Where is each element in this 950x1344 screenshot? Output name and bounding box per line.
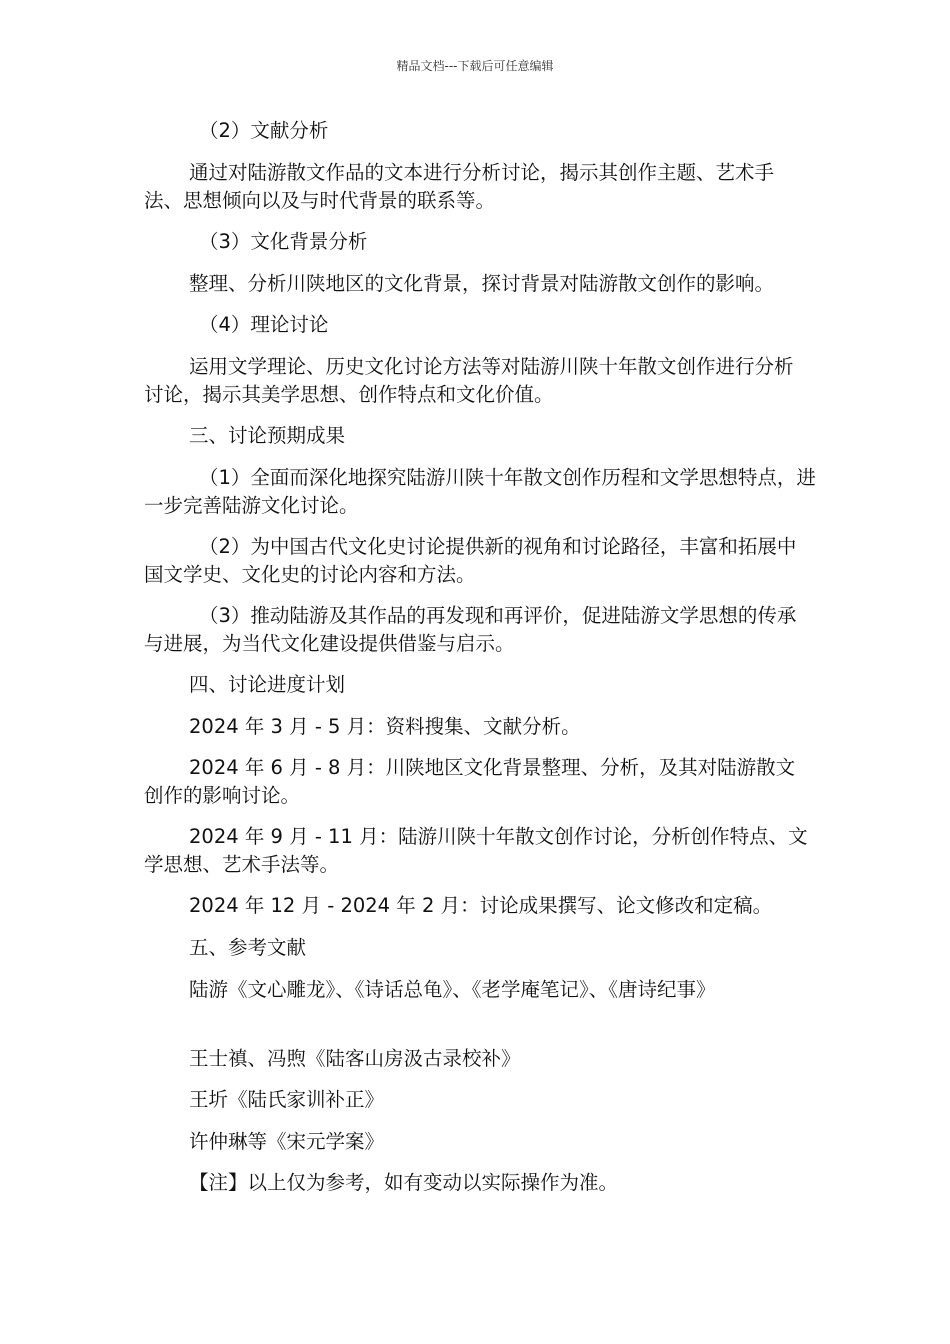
paragraph-literature-analysis: 通过对陆游散文作品的文本进行分析讨论，揭示其创作主题、艺术手法、思想倾向以及与时代背景的联系等。	[144, 161, 775, 212]
reference-item-4: 许仲琳等《宋元学案》	[189, 1130, 385, 1153]
note-paragraph: 【注】以上仅为参考，如有变动以实际操作为准。	[189, 1171, 619, 1194]
schedule-item-4: 2024 年 12 月 - 2024 年 2 月：讨论成果撰写、论文修改和定稿。	[189, 894, 773, 917]
paragraph-theory: 运用文学理论、历史文化讨论方法等对陆游川陕十年散文创作进行分析讨论，揭示其美学思想、创作特点和文化价值。	[144, 355, 794, 406]
page-header: 精品文档---下载后可任意编辑	[396, 59, 554, 73]
section-heading-schedule: 四、讨论进度计划	[189, 673, 346, 696]
schedule-item-2: 2024 年 6 月 - 8 月：川陕地区文化背景整理、分析，及其对陆游散文创作的影响讨论。	[144, 756, 796, 807]
section-heading-references: 五、参考文献	[189, 936, 307, 959]
reference-item-2: 王士禛、冯煦《陆客山房汲古录校补》	[189, 1047, 521, 1070]
section-heading-expected-results: 三、讨论预期成果	[189, 424, 346, 447]
paragraph-result-3: （3）推动陆游及其作品的再发现和再评价，促进陆游文学思想的传承与进展，为当代文化建设提供借鉴与启示。	[144, 604, 797, 655]
reference-item-1: 陆游《文心雕龙》、《诗话总龟》、《老学庵笔记》、《唐诗纪事》	[189, 978, 716, 1001]
reference-item-3: 王圻《陆氏家训补正》	[189, 1088, 385, 1111]
schedule-item-3: 2024 年 9 月 - 11 月：陆游川陕十年散文创作讨论，分析创作特点、文学思想、艺术手法等。	[144, 825, 808, 876]
paragraph-result-2: （2）为中国古代文化史讨论提供新的视角和讨论路径，丰富和拓展中国文学史、文化史的讨论内容和方法。	[144, 535, 797, 586]
subheading-literature-analysis: （2）文献分析	[199, 119, 329, 142]
paragraph-cultural-background: 整理、分析川陕地区的文化背景，探讨背景对陆游散文创作的影响。	[189, 272, 775, 295]
paragraph-result-1: （1）全面而深化地探究陆游川陕十年散文创作历程和文学思想特点，进一步完善陆游文化讨论。	[144, 466, 816, 517]
subheading-theory: （4）理论讨论	[199, 313, 329, 336]
subheading-cultural-background: （3）文化背景分析	[199, 230, 368, 253]
schedule-item-1: 2024 年 3 月 - 5 月：资料搜集、文献分析。	[189, 715, 581, 738]
